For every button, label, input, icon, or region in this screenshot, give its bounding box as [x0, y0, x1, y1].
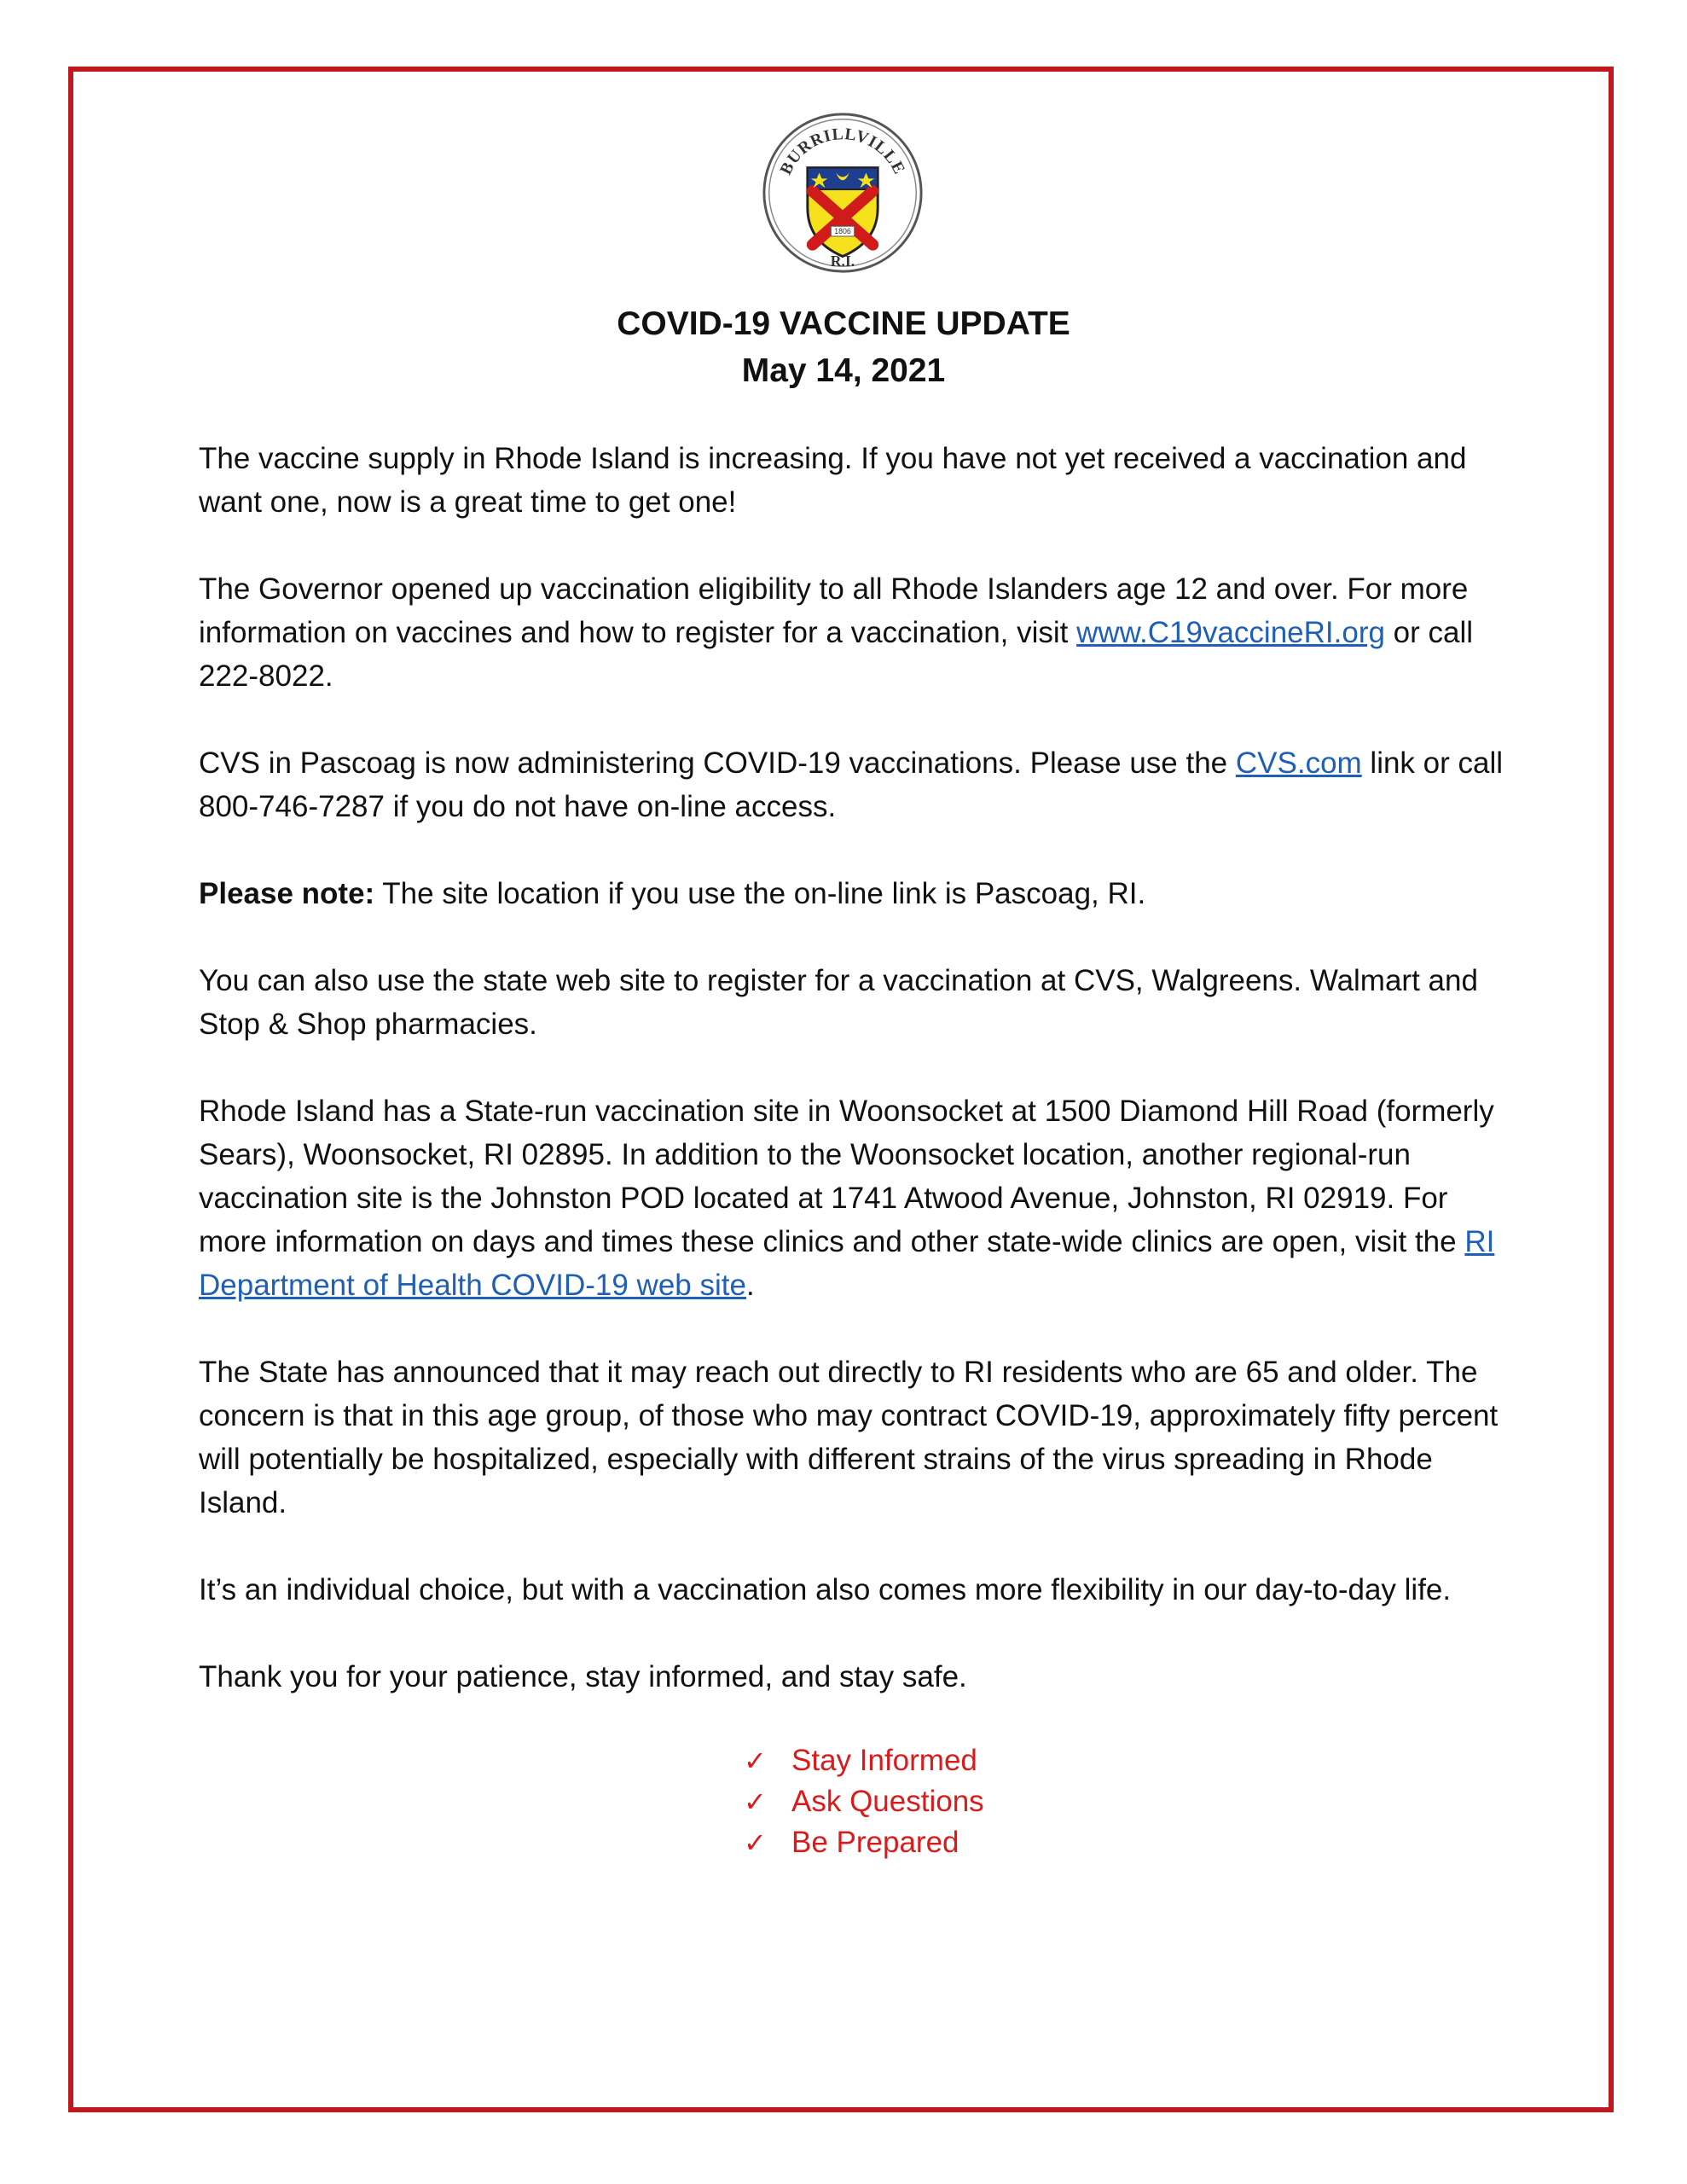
checklist-item: [744, 1740, 984, 1781]
checklist-item-label: Stay Informed: [791, 1744, 977, 1777]
paragraph-outreach: The State has announced that it may reach out directly to RI residents who are 65 and older. The concern is that in this age group, of those who may contract COVID-19, approximately fifty percent will potentially be hospitalized, especially with different strains of the virus spreading in Rhode Island.: [199, 1356, 1499, 1519]
burrillville-town-seal: [759, 109, 926, 276]
paragraph-eligibility-text: The Governor opened up vaccination eligibility to all Rhode Islanders age 12 and over. For more information on vaccines and how to register for a vaccination, visit: [199, 572, 1469, 649]
paragraph-state-sites-text: Rhode Island has a State-run vaccination site in Woonsocket at 1500 Diamond Hill Road (formerly Sears), Woonsocket, RI 02895. In addition to the Woonsocket location, another regional-run vaccination site is the Johnston POD located at 1741 Atwood Avenue, Johnston, RI 02919. For more information on days and times these clinics and other state-wide clinics are open, visit the: [199, 1095, 1494, 1258]
seal-year: 1806: [834, 227, 851, 236]
paragraph-eligibility-phone: or call 222-8022.: [199, 616, 1474, 693]
checkmark-icon: ✓: [744, 1786, 767, 1817]
paragraph-cvs-phone: link or call 800-746-7287 if you do not have on-line access.: [199, 746, 1504, 823]
seal-bottom-text: R.I.: [830, 253, 855, 270]
paragraph-note: [199, 872, 1504, 915]
cvs-link[interactable]: CVS.com: [1235, 746, 1362, 780]
reminder-checklist: [744, 1740, 984, 1863]
paragraph-choice: It’s an individual choice, but with a vaccination also comes more flexibility in our day-to-day life.: [199, 1573, 1452, 1606]
note-text: The site location if you use the on-line link is Pascoag, RI.: [374, 877, 1146, 910]
paragraph-pharmacies: You can also use the state web site to register for a vaccination at CVS, Walgreens. Walmart and Stop & Shop pharmacies.: [199, 964, 1478, 1041]
paragraph-thanks: Thank you for your patience, stay informed, and stay safe.: [199, 1660, 967, 1693]
checkmark-icon: ✓: [744, 1745, 767, 1776]
seal-top-text: BURRILLVILLE: [777, 125, 908, 178]
paragraph-supply: The vaccine supply in Rhode Island is increasing. If you have not yet received a vaccination and want one, now is a great time to get one!: [199, 442, 1467, 519]
paragraph-cvs-text: CVS in Pascoag is now administering COVID-19 vaccinations. Please use the: [199, 746, 1236, 780]
seal-graphic: [759, 109, 926, 276]
paragraph-state-sites: [199, 1089, 1504, 1307]
paragraph-cvs: [199, 741, 1504, 828]
document-body: [199, 437, 1504, 1742]
ri-doh-link[interactable]: RI Department of Health COVID-19 web site: [199, 1225, 1495, 1302]
checklist-item: [744, 1781, 984, 1822]
document-title: COVID-19 VACCINE UPDATE: [617, 305, 1070, 342]
checklist-item-label: Ask Questions: [791, 1785, 984, 1818]
paragraph-state-sites-end: .: [745, 1269, 755, 1302]
c19vaccineri-link[interactable]: www.C19vaccineRI.org: [1076, 616, 1385, 649]
document-heading: [0, 300, 1687, 394]
checklist-item: [744, 1822, 984, 1863]
document-date: May 14, 2021: [741, 352, 946, 389]
paragraph-eligibility: [199, 567, 1504, 698]
note-label: Please note:: [199, 877, 375, 910]
checkmark-icon: ✓: [744, 1827, 767, 1858]
checklist-item-label: Be Prepared: [791, 1826, 959, 1859]
